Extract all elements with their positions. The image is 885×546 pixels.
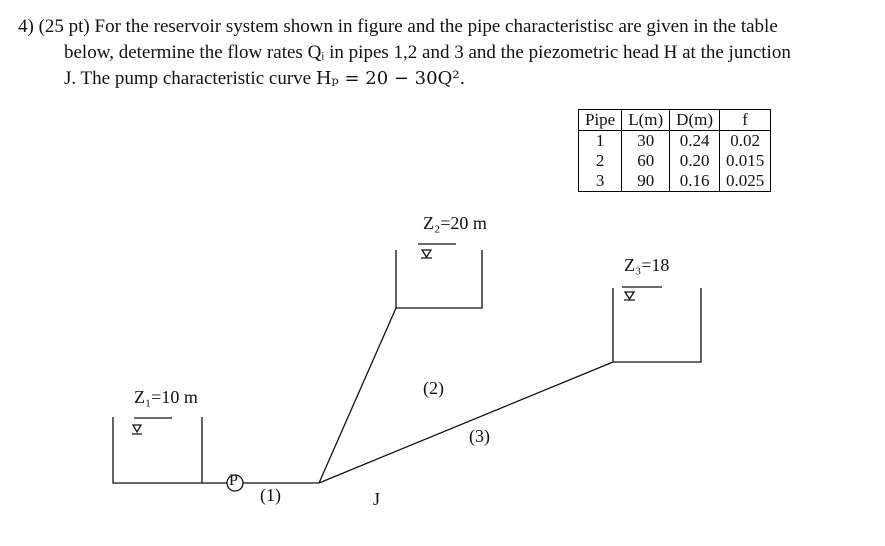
table-cell: 1 (579, 131, 622, 152)
pipe-2-label: (2) (423, 378, 444, 398)
pipe-3-label: (3) (469, 426, 490, 446)
table-cell: 90 (622, 171, 670, 192)
table-cell: 0.20 (670, 151, 720, 171)
table-header: f (720, 110, 771, 131)
pipe-3 (319, 362, 613, 483)
problem-line-2: below, determine the flow rates Qᵢ in pipes 1,2 and 3 and the piezometric head H at the junction (64, 42, 791, 63)
pump-curve-formula: Hₚ = 20 − 30Q². (315, 68, 466, 89)
table-cell: 0.16 (670, 171, 720, 192)
pipe-1-label: (1) (260, 485, 281, 505)
water-symbol-2 (421, 250, 432, 258)
table-cell: 0.02 (720, 131, 771, 152)
reservoir-3 (613, 288, 701, 362)
table-header: L(m) (622, 110, 670, 131)
table-cell: 0.025 (720, 171, 771, 192)
table-header: Pipe (579, 110, 622, 131)
table-cell: 30 (622, 131, 670, 152)
z1-label: Z₁=10 m (134, 387, 198, 407)
table-header: D(m) (670, 110, 720, 131)
z2-label: Z₂=20 m (423, 213, 487, 233)
water-symbol-1 (132, 425, 142, 434)
table-cell: 0.24 (670, 131, 720, 152)
table-cell: 2 (579, 151, 622, 171)
problem-line-3-text: J. The pump characteristic curve (64, 68, 316, 89)
z3-label: Z₃=18 (624, 255, 670, 275)
table-cell: 60 (622, 151, 670, 171)
pump-label: P (229, 472, 238, 489)
table-cell: 0.015 (720, 151, 771, 171)
reservoir-1 (113, 417, 202, 483)
water-symbol-3 (624, 292, 635, 300)
junction-label: J (373, 489, 381, 509)
problem-line-1: 4) (25 pt) For the reservoir system shown in figure and the pipe characteristisc are given in the table (18, 16, 778, 37)
reservoir-2 (396, 250, 482, 308)
table-cell: 3 (579, 171, 622, 192)
